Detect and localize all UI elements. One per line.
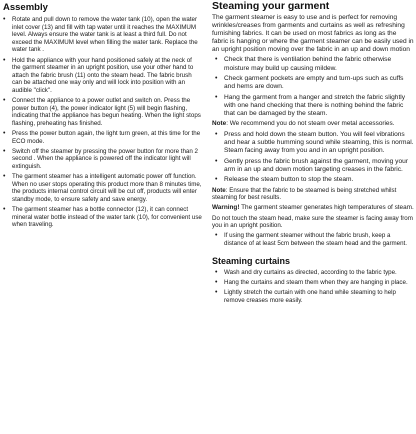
assembly-column [3,0,202,232]
assembly-step: • The garment steamer has a bottle connector (12), it can connect mineral water bottle instead of the water tank (10), for convenient use when traveling. [3,206,202,229]
steaming-check-item: • Check garment pockets are empty and turn-ups such as cuffs and hems are down. [212,75,414,91]
note-label: Note [212,186,226,194]
assembly-step: • Press the power button again, the light turn green, at this time for the ECO mode. [3,130,202,145]
note-text: : We recommend you do not steam over metal accessories. [226,120,395,128]
caution-text: Do not touch the steam head, make sure the steamer is facing away from you in an upright position. [212,214,413,230]
steaming-heading: Steaming your garment [212,0,330,12]
note-text: : Ensure that the fabric to be steamed is being stretched whilst steaming for best results. [212,186,397,202]
assembly-step: • Connect the appliance to a power outlet and switch on. Press the power button (4), the power indicator light (5) will begin flashing, indicating that the appliance has begun heating. When the light stops flashing, preheating has finished. [3,97,202,127]
assembly-step: • Switch off the steamer by pressing the power button for more than 2 second . When the appliance is powered off the indicator light will extinguish. [3,148,202,171]
assembly-step: • Rotate and pull down to remove the water tank (10), open the water inlet cover (13) and fill with tap water until it reaches the MAXIMUM level. Always ensure the water tank is at least a third full. Do not exceed the MAXIMUM level when filling the water tank. Replace the water tank . [3,16,202,54]
note-stretch [212,187,414,202]
note-label: Note [212,120,227,128]
steaming-column [212,0,414,307]
assembly-list [3,16,202,229]
curtains-step: • Wash and dry curtains as directed, according to the fabric type. [212,269,414,277]
steaming-step: • Gently press the fabric brush against the garment, moving your arm in an up and down motion targeting creases in the fabric. [212,158,414,174]
warning [212,204,414,212]
curtains-list [212,269,414,304]
brush-free-item: • If using the garment steamer without the fabric brush, keep a distance of at least 5cm between the steam head and the garment. [212,232,414,247]
steaming-intro: The garment steamer is easy to use and is perfect for removing wrinkles/creases from garments and curtains as well as refreshing furnishing fabrics. It can be used on most fabrics as long as the fabric is hanging or where the garment steamer can be easily used in an upright position moving over the fabric in an up and down motion [212,14,414,54]
warning-label: Warning! [212,204,240,212]
steaming-checklist [212,56,414,117]
steaming-step: • Press and hold down the steam button. You will feel vibrations and hear a subtle humming sound while steaming, this is normal. Steam facing away from you and in an upright position. [212,131,414,155]
assembly-heading: Assembly [3,2,48,13]
assembly-step: • The garment steamer has a intelligent automatic power off function. When no user stops operating this product more than 8 minutes time, the products internal control circuit will be cut off, products will enter standby mode, to ensure safety and save energy. [3,173,202,203]
steaming-check-item: • Check that there is ventilation behind the fabric otherwise moisture may build up causing mildew. [212,56,414,72]
note-metal [212,120,414,128]
warning-text: The garment steamer generates high temperatures of steam. [239,204,414,212]
assembly-step: • Hold the appliance with your hand positioned safely at the neck of the garment steamer in an upright position, use your other hand to attach the fabric brush (11) onto the steam head. The fabric brush can be attached one way only and will lock into position with an audible "click". [3,57,202,95]
curtains-heading: Steaming curtains [212,256,291,267]
curtains-step: • Hang the curtains and steam them when they are hanging in place. [212,279,414,287]
brush-free-list [212,232,414,247]
steaming-steps [212,131,414,184]
steaming-step: • Release the steam button to stop the steam. [212,176,414,184]
curtains-step: • Lightly stretch the curtain with one hand while steaming to help remove creases more easily. [212,289,414,304]
steaming-check-item: • Hang the garment from a hanger and stretch the fabric slightly with one hand checking that there is nothing behind the fabric that can be damaged by the steam. [212,94,414,118]
